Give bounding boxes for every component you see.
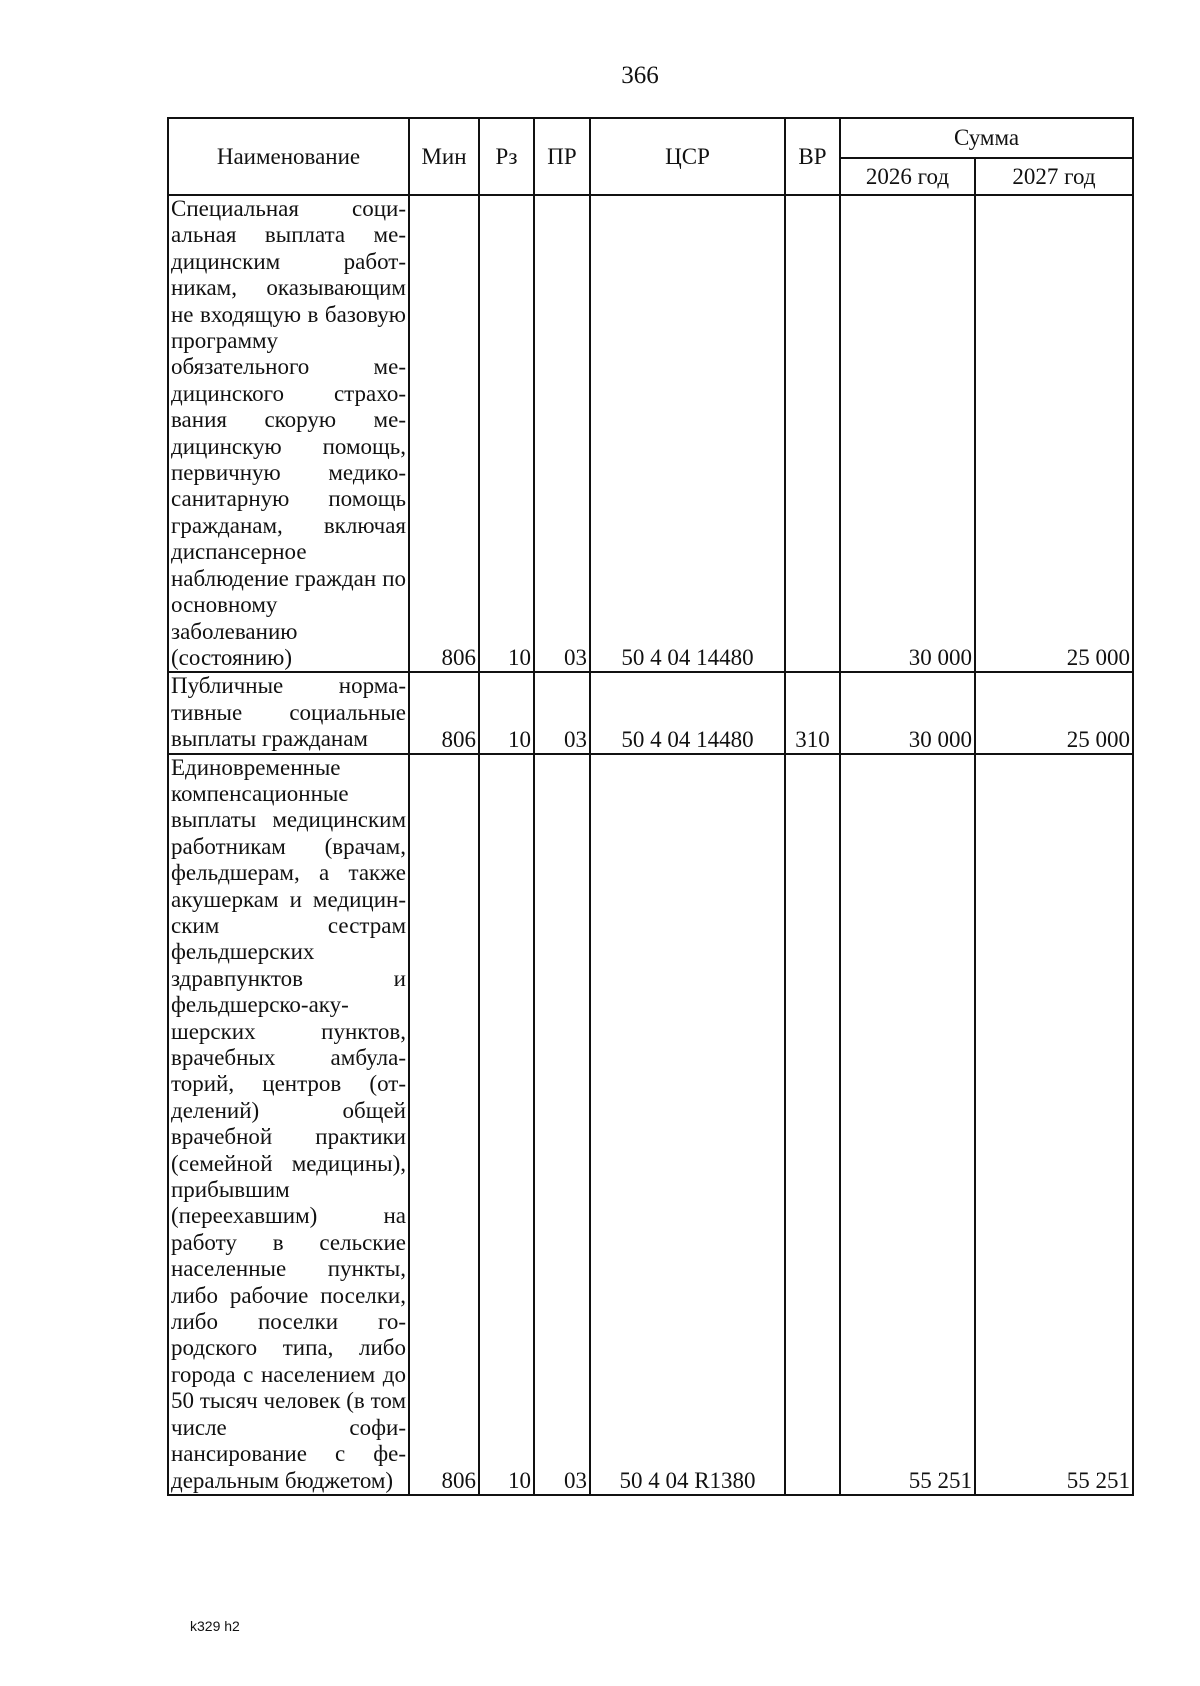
row-vr (785, 195, 840, 672)
row-sum-2027: 25 000 (975, 195, 1133, 672)
row-sum-2026: 55 251 (840, 754, 975, 1495)
row-min: 806 (409, 672, 479, 753)
row-rz: 10 (479, 195, 534, 672)
row-name: Единовременные компенсационные выплаты медицинским работникам (врачам, фельдшерам, а также акушеркам и медицинским сестрам фельдшерских здравпунктов и фельдшерско-акушерских пунктов, врачебных амбулаторий, центров (отделений) общей врачебной практики (семейной медицины), прибывшим (переехавшим) на работу в сельские населенные пункты, либо рабочие поселки, либо поселки городского типа, либо города с населением до 50 тысяч человек (в том числе софинансирование с федеральным бюджетом) (168, 754, 409, 1495)
row-csr: 50 4 04 14480 (590, 195, 785, 672)
row-vr: 310 (785, 672, 840, 753)
col-header-2027: 2027 год (975, 158, 1133, 195)
col-header-vr: ВР (785, 118, 840, 195)
table-row (168, 672, 1133, 753)
row-rz: 10 (479, 672, 534, 753)
col-header-sum: Сумма (840, 118, 1133, 158)
col-header-min: Мин (409, 118, 479, 195)
header-row-top (168, 118, 1133, 158)
row-min: 806 (409, 754, 479, 1495)
footer-document-code: k329 h2 (190, 1618, 240, 1634)
table-row (168, 195, 1133, 672)
row-pr: 03 (534, 195, 590, 672)
row-sum-2026: 30 000 (840, 195, 975, 672)
col-header-2026: 2026 год (840, 158, 975, 195)
col-header-name: Наименование (168, 118, 409, 195)
col-header-pr: ПР (534, 118, 590, 195)
row-pr: 03 (534, 754, 590, 1495)
row-min: 806 (409, 195, 479, 672)
budget-table (167, 117, 1134, 1496)
col-header-rz: Рз (479, 118, 534, 195)
table-row (168, 754, 1133, 1495)
page-number: 366 (621, 62, 659, 89)
row-vr (785, 754, 840, 1495)
row-csr: 50 4 04 R1380 (590, 754, 785, 1495)
col-header-csr: ЦСР (590, 118, 785, 195)
row-rz: 10 (479, 754, 534, 1495)
row-csr: 50 4 04 14480 (590, 672, 785, 753)
row-pr: 03 (534, 672, 590, 753)
row-sum-2027: 55 251 (975, 754, 1133, 1495)
row-name: Публичные нормативные социальные выплаты гражданам (168, 672, 409, 753)
row-sum-2027: 25 000 (975, 672, 1133, 753)
row-sum-2026: 30 000 (840, 672, 975, 753)
row-name: Специальная социальная выплата медицинским работникам, оказывающим не входящую в базовую программу обязательного медицинского страхования скорую медицинскую помощь, первичную медико-санитарную помощь гражданам, включая диспансерное наблюдение граждан по основному заболеванию (состоянию) (168, 195, 409, 672)
